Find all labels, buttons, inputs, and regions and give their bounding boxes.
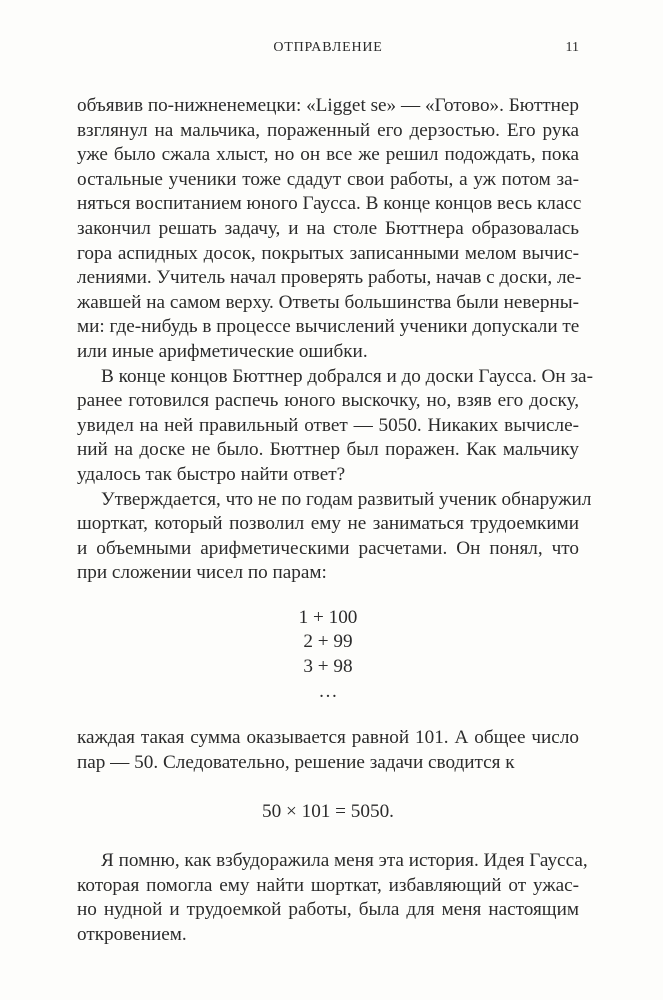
text-line: остальные ученики тоже сдадут свои работы, а уж потом за- xyxy=(77,168,579,190)
pair-sum-ellipsis: … xyxy=(318,680,338,702)
text-line: которая помогла ему найти шорткат, избавляющий от ужас- xyxy=(77,874,579,896)
text-line: и объемными арифметическими расчетами. Он понял, что xyxy=(77,537,579,559)
text-line: Утверждается, что не по годам развитый ученик обнаружил xyxy=(101,488,592,510)
text-line: увидел на ней правильный ответ — 5050. Никаких вычисле- xyxy=(77,414,579,436)
paragraph-5 xyxy=(77,849,588,947)
text-line: каждая такая сумма оказывается равной 101. А общее число xyxy=(77,727,579,749)
text-line: объявив по-нижненемецки: «Ligget se» — «Готово». Бюттнер xyxy=(77,95,579,116)
paragraph-1 xyxy=(77,94,582,365)
text-line: ми: где-нибудь в процессе вычислений ученики допускали те xyxy=(77,316,580,338)
text-line: уже было сжала хлыст, но он все же решил подождать, пока xyxy=(77,144,579,166)
text-line: гора аспидных досок, покрытых записанными мелом вычис- xyxy=(77,242,579,264)
text-line: закончил решать задачу, и на столе Бюттнера образовалась xyxy=(77,217,579,239)
text-line: жавшей на самом верху. Ответы большинства были неверны- xyxy=(77,291,579,313)
pair-sum-item: 1 + 100 xyxy=(298,606,358,628)
page-number: 11 xyxy=(565,40,579,55)
text-line: пар — 50. Следовательно, решение задачи сводится к xyxy=(77,751,515,773)
text-line: ранее готовился распечь юного выскочку, но, взяв его доску, xyxy=(77,390,579,412)
text-line: няться воспитанием юного Гаусса. В конце концов весь класс xyxy=(77,193,582,215)
text-line: ний на доске не было. Бюттнер был поражен. Как мальчику xyxy=(77,439,579,461)
pair-sum-item: 2 + 99 xyxy=(303,631,353,653)
text-line: лениями. Учитель начал проверять работы, начав с доски, ле- xyxy=(77,267,582,289)
paragraph-2 xyxy=(77,365,593,488)
text-line: удалось так быстро найти ответ? xyxy=(77,463,346,485)
text-line: шорткат, который позволил ему не заниматься трудоемкими xyxy=(77,513,579,535)
text-line: но нудной и трудоемкой работы, была для меня настоящим xyxy=(77,899,579,921)
pair-sum-list xyxy=(77,606,579,704)
text-line: или иные арифметические ошибки. xyxy=(77,340,368,362)
text-line: В конце концов Бюттнер добрался и до доски Гаусса. Он за- xyxy=(101,365,593,387)
page-header xyxy=(77,40,579,60)
paragraph-4 xyxy=(77,726,579,775)
paragraph-3 xyxy=(77,488,592,586)
running-title: ОТПРАВЛЕНИЕ xyxy=(273,40,383,55)
pair-sum-item: 3 + 98 xyxy=(303,656,353,678)
main-formula: 50 × 101 = 5050. xyxy=(262,801,394,823)
text-line: откровением. xyxy=(77,923,187,945)
text-line: Я помню, как взбудоражила меня эта история. Идея Гаусса, xyxy=(101,850,588,872)
text-line: при сложении чисел по парам: xyxy=(77,562,327,584)
body-text xyxy=(77,94,593,947)
text-line: взглянул на мальчика, пораженный его дерзостью. Его рука xyxy=(77,119,579,141)
